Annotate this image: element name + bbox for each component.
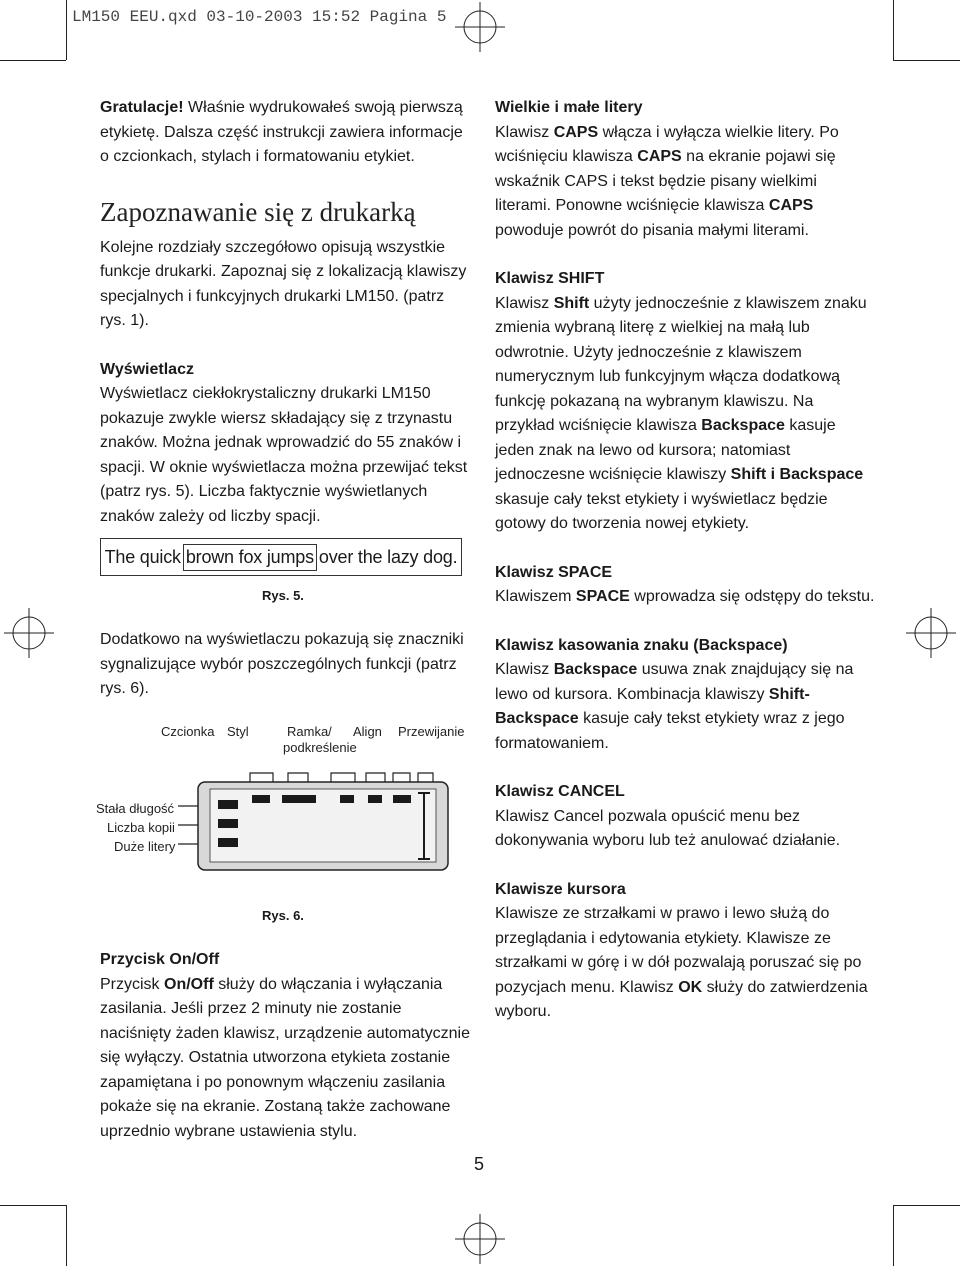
bs-t5: kasuje cały tekst etykiety wraz z jego formatowaniem. (495, 710, 845, 752)
fig6-label-copies: Liczba kopii (107, 820, 175, 835)
onoff-section (100, 948, 472, 1144)
crop-mark-top-left-h (0, 60, 66, 61)
caps-body (495, 121, 875, 244)
onoff-text-2: służy do włączania i wyłączania zasilania. Jeśli przez 2 minuty nie zostanie naciśnięty żaden klawisz, urządzenie automatycznie się wyłączy. Ostatnia utworzona etykieta zostanie zapamiętana i po ponownym włączeniu zasilania pokaże się na ekranie. Zostaną także zachowane uprzednio wybrane ustawienia stylu. (100, 975, 470, 1140)
crop-mark-top-left-v (66, 0, 67, 60)
cancel-heading: Klawisz CANCEL (495, 783, 625, 800)
fig6-lcd-diagram (178, 755, 463, 880)
space-body (495, 585, 875, 610)
shift-heading: Klawisz SHIFT (495, 270, 605, 287)
fig6-indicator-left-3 (218, 838, 238, 847)
caps-t4: CAPS (637, 148, 682, 165)
shift-t6: Shift i Backspace (730, 466, 864, 483)
crop-mark-bottom-right-h (893, 1205, 960, 1206)
fig6-indicator-wrap (393, 795, 411, 803)
shift-t3: użyty jednocześnie z klawiszem znaku zmienia wybraną literę z wielkiej na małą lub odwrotnie. Użyty jednocześnie z klawiszem numerycznym lub funkcyjnym włącza dodatkową funkcję pokazaną na wybranym klawiszu. Na przykład wciśnięcie klawisza (495, 294, 867, 434)
fig6-label-fixed-length: Stała długość (96, 801, 175, 816)
fig6-indicator-left-2 (218, 819, 238, 828)
bs-t1: Klawisz (495, 661, 554, 678)
fig6-leader-align (366, 773, 385, 782)
display-heading: Wyświetlacz (100, 360, 194, 378)
shift-t7: skasuje cały tekst etykiety i wyświetlacz będzie gotowy do tworzenia nowej etykiety. (495, 490, 828, 532)
intro-paragraph (100, 96, 470, 170)
backspace-heading: Klawisz kasowania znaku (Backspace) (495, 636, 788, 654)
caps-t2: CAPS (553, 123, 599, 141)
backspace-body (495, 658, 875, 756)
fig6-indicator-style (282, 795, 316, 803)
cursor-heading: Klawisze kursora (495, 880, 626, 898)
left-column (100, 96, 470, 529)
space-heading: Klawisz SPACE (495, 563, 613, 581)
shift-body (495, 292, 875, 537)
shift-t2: Shift (553, 294, 590, 312)
cursor-t2: OK (678, 978, 703, 996)
shift-t1: Klawisz (495, 294, 554, 312)
cancel-body: Klawisz Cancel pozwala opuścić menu bez dokonywania wyboru lub też anulować działanie. (495, 807, 841, 849)
right-column (495, 96, 875, 1025)
fig6-indicator-left-1 (218, 800, 238, 809)
fig6-leader-frame (331, 773, 355, 782)
fig6-indicator-align (368, 795, 382, 803)
crop-mark-bottom-left-h (0, 1205, 66, 1206)
fig6-leader-wrap1 (393, 773, 410, 782)
space-t3: wprowadza się odstępy do tekstu. (629, 588, 875, 605)
onoff-body (100, 973, 472, 1145)
fig6-indicator-frame (340, 795, 354, 803)
fig6-indicator-font (252, 795, 270, 803)
caps-t3: włącza i wyłącza wielkie litery. Po wciśnięciu klawisza (495, 123, 839, 165)
crop-mark-bottom-right-v (893, 1205, 894, 1266)
fig5-caption: Rys. 5. (262, 588, 304, 603)
intro-text: Właśnie wydrukowałeś swoją pierwszą etykietę. Dalsza część instrukcji zawiera informacje o czcionkach, stylach i formatowaniu etykiet. (100, 99, 463, 165)
page-number: 5 (474, 1154, 485, 1174)
caps-t7: powoduje powrót do pisania małymi literami. (495, 221, 809, 239)
bs-t3: usuwa znak znajdujący się na lewo od kursora. Kombinacja klawiszy (495, 661, 854, 703)
registration-mark-bottom (455, 1214, 505, 1264)
print-header: LM150 EEU.qxd 03-10-2003 15:52 Pagina 5 (72, 8, 447, 26)
onoff-text-1: Przycisk (100, 975, 164, 993)
display-body: Wyświetlacz ciekłokrystaliczny drukarki LM150 pokazuje zwykle wiersz składający się z trzynastu znaków. Można jednak wprowadzić do 55 znaków i spacji. W oknie wyświetlacza można przewijać tekst (patrz rys. 5). Liczba faktycznie wyświetlanych znaków zależy od liczby spacji. (100, 385, 468, 525)
crop-mark-top-right-v (893, 0, 894, 60)
crop-mark-bottom-left-v (66, 1205, 67, 1266)
crop-mark-top-right-h (893, 60, 960, 61)
fig6-label-caps: Duże litery (114, 839, 176, 854)
caps-heading: Wielkie i małe litery (495, 99, 643, 116)
registration-mark-right (906, 608, 956, 658)
onoff-bold: On/Off (164, 975, 214, 993)
registration-mark-left (4, 608, 54, 658)
caps-t1: Klawisz (495, 123, 554, 141)
fig6-label-wrap: Przewijanie (398, 724, 465, 739)
fig6-label-frame: Ramka/ (287, 724, 332, 739)
space-t1: Klawiszem (495, 588, 576, 605)
indicators-paragraph: Dodatkowo na wyświetlaczu pokazują się znaczniki sygnalizujące wybór poszczególnych funkcji (patrz rys. 6). (100, 631, 464, 697)
fig5-display (100, 538, 462, 576)
section-body: Kolejne rozdziały szczegółowo opisują wszystkie funkcje drukarki. Zapoznaj się z lokalizacją klawiszy specjalnych i funkcyjnych drukarki LM150. (patrz rys. 1). (100, 238, 467, 329)
cursor-t3: służy do zatwierdzenia wyboru. (495, 978, 868, 1020)
fig5-text-post: over the lazy dog. (318, 546, 458, 567)
fig6-caption: Rys. 6. (262, 908, 304, 923)
caps-t5: na ekranie pojawi się wskaźnik CAPS i tekst będzie pisany wielkimi literami. Ponowne wciśnięcie klawisza (495, 148, 836, 214)
indicators-paragraph-wrap (100, 628, 470, 702)
fig6-label-font: Czcionka (161, 724, 215, 739)
cursor-body (495, 902, 875, 1025)
fig6-leader-font (250, 773, 273, 782)
fig5-text-pre: The quick (104, 546, 181, 567)
fig6-leader-style (288, 773, 308, 782)
cursor-t1: Klawisze ze strzałkami w prawo i lewo służą do przeglądania i edytowania etykiety. Klawisze ze strzałkami w górę i w dół pozwalają poruszać się po pozycjach menu. Klawisz (495, 905, 862, 996)
intro-bold: Gratulacje! (100, 99, 184, 116)
bs-t4: Shift-Backspace (495, 685, 810, 727)
onoff-heading: Przycisk On/Off (100, 951, 220, 968)
fig6-label-frame-2: podkreślenie (283, 740, 357, 755)
space-t2: SPACE (575, 588, 630, 605)
caps-t6: CAPS (768, 197, 814, 214)
fig5-text-visible-window: brown fox jumps (183, 544, 317, 571)
fig6-label-align: Align (353, 724, 382, 739)
registration-mark-top (455, 2, 505, 52)
fig6-label-style: Styl (227, 724, 249, 739)
bs-t2: Backspace (553, 661, 638, 678)
shift-t5: kasuje jeden znak na lewo od kursora; natomiast jednoczesne wciśnięcie klawiszy (495, 417, 836, 483)
shift-t4: Backspace (701, 417, 785, 434)
fig6-leader-wrap2 (418, 773, 433, 782)
section-title: Zapoznawanie się z drukarką (100, 196, 416, 227)
